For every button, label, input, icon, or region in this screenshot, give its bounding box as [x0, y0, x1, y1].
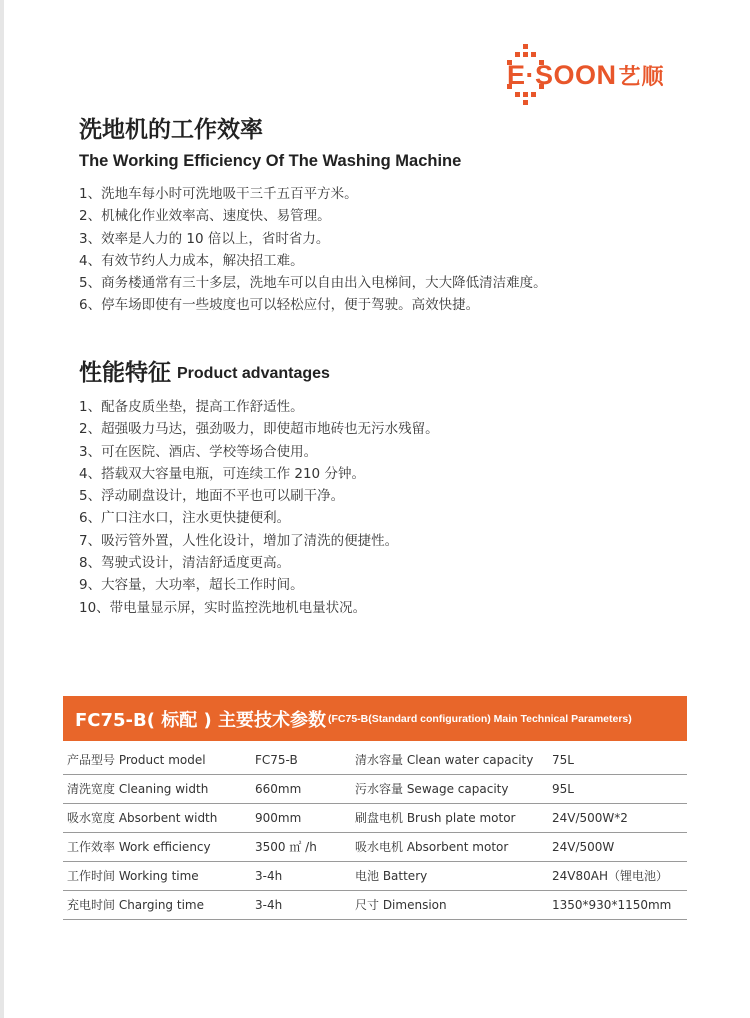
spec-label: 充电时间 Charging time	[67, 898, 204, 912]
spec-label: 清洗宽度 Cleaning width	[67, 782, 209, 796]
list-item: 1、配备皮质坐垫，提高工作舒适性。	[79, 399, 304, 415]
section1-list	[79, 183, 547, 317]
list-item: 3、可在医院、酒店、学校等场合使用。	[79, 443, 318, 460]
spec-label: 尺寸 Dimension	[355, 898, 447, 912]
spec-value: 900mm	[255, 811, 302, 825]
table-row	[63, 833, 687, 862]
spec-label: 电池 Battery	[355, 869, 428, 883]
spec-value: 24V/500W	[552, 840, 615, 854]
table-row	[63, 746, 687, 775]
list-item: 5、浮动刷盘设计，地面不平也可以刷干净。	[79, 488, 345, 505]
spec-value: 3500 ㎡ /h	[255, 840, 317, 854]
spec-label: 产品型号 Product model	[67, 753, 206, 767]
spec-value: 3-4h	[255, 898, 283, 912]
spec-table-header	[63, 696, 687, 741]
list-item: 1、洗地车每小时可洗地吸干三千五百平方米。	[79, 186, 358, 202]
list-item: 4、有效节约人力成本，解决招工难。	[79, 252, 304, 269]
list-item: 3、效率是人力的 10 倍以上，省时省力。	[79, 230, 330, 247]
list-item: 9、大容量，大功率，超长工作时间。	[79, 577, 304, 594]
spec-value: 75L	[552, 753, 574, 767]
list-item: 4、搭载双大容量电瓶，可连续工作 210 分钟。	[79, 465, 365, 482]
section2-title-en: Product advantages	[177, 365, 330, 382]
logo-wordmark	[507, 60, 665, 92]
spec-label: 污水容量 Sewage capacity	[355, 782, 509, 796]
page-edge-strip	[0, 0, 4, 1018]
spec-value: 24V80AH（锂电池）	[552, 869, 668, 883]
section2-title	[79, 358, 330, 389]
spec-value: 95L	[552, 782, 574, 796]
section2-list	[79, 396, 439, 619]
logo-text-cn: 艺顺	[618, 64, 665, 89]
section2-title-cn: 性能特征	[79, 360, 171, 386]
spec-label: 吸水宽度 Absorbent width	[67, 811, 218, 825]
brand-logo	[505, 44, 705, 104]
list-item: 7、吸污管外置，人性化设计，增加了清洗的便捷性。	[79, 532, 399, 549]
spec-label: 刷盘电机 Brush plate motor	[355, 811, 516, 825]
logo-text-en: E·SOON	[507, 60, 617, 90]
spec-title-en: (FC75-B(Standard configuration) Main Technical Parameters)	[328, 712, 632, 725]
list-item: 8、驾驶式设计，清洁舒适度更高。	[79, 555, 291, 572]
table-row	[63, 862, 687, 891]
spec-table	[63, 746, 687, 920]
spec-label: 工作效率 Work efficiency	[67, 840, 211, 854]
table-row	[63, 804, 687, 833]
list-item: 6、广口注水口，注水更快捷便利。	[79, 510, 291, 527]
list-item: 5、商务楼通常有三十多层，洗地车可以自由出入电梯间，大大降低清洁难度。	[79, 275, 547, 292]
list-item: 2、超强吸力马达，强劲吸力，即使超市地砖也无污水残留。	[79, 421, 439, 438]
spec-value: FC75-B	[255, 753, 298, 767]
section1-title-cn: 洗地机的工作效率	[79, 117, 263, 143]
spec-value: 3-4h	[255, 869, 283, 883]
spec-value: 660mm	[255, 782, 302, 796]
spec-value: 24V/500W*2	[552, 811, 628, 825]
table-row	[63, 891, 687, 920]
spec-value: 1350*930*1150mm	[552, 898, 672, 912]
list-item: 2、机械化作业效率高、速度快、易管理。	[79, 208, 331, 225]
table-row	[63, 775, 687, 804]
list-item: 6、停车场即使有一些坡度也可以轻松应付，便于驾驶。高效快捷。	[79, 297, 480, 314]
section1-title-en: The Working Efficiency Of The Washing Machine	[79, 152, 462, 170]
spec-label: 工作时间 Working time	[67, 869, 199, 883]
spec-title-cn: FC75-B( 标配 ) 主要技术参数	[75, 709, 326, 731]
spec-label: 清水容量 Clean water capacity	[355, 753, 534, 767]
list-item: 10、带电量显示屏，实时监控洗地机电量状况。	[79, 599, 367, 616]
spec-label: 吸水电机 Absorbent motor	[355, 840, 509, 854]
